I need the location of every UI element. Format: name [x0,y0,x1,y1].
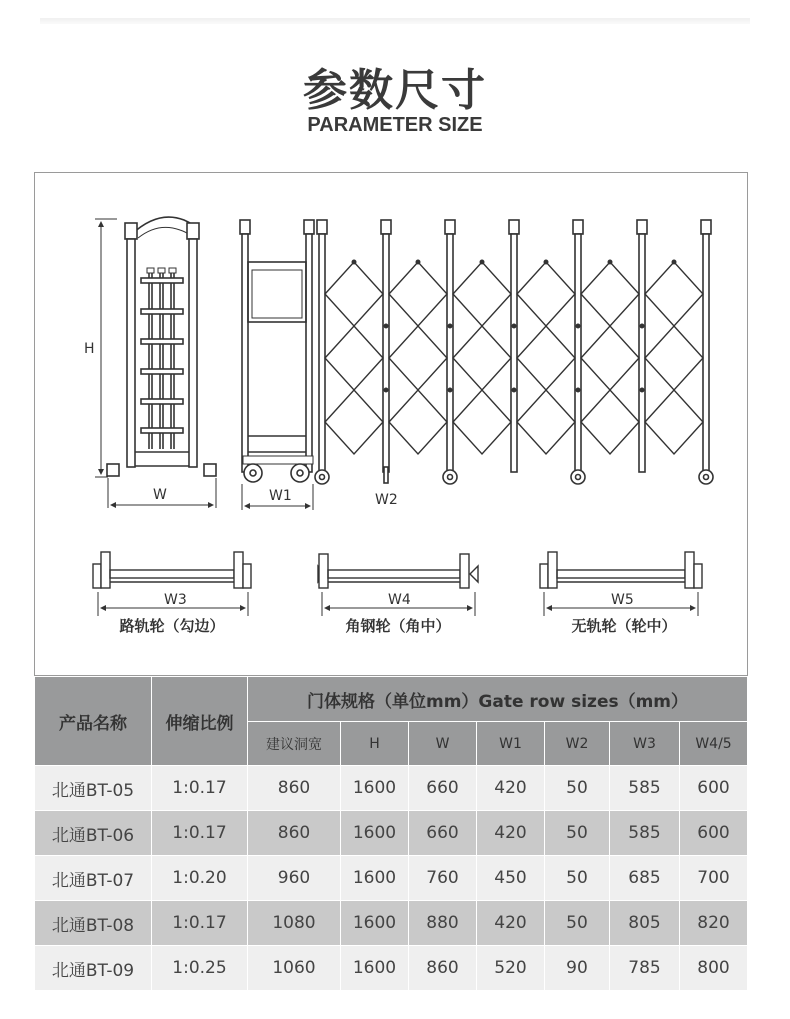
dim-label-w4: W4 [388,592,411,608]
ratio-cell: 1:0.17 [152,766,248,811]
dim-label-w3: W3 [164,592,187,608]
value-cell: 1600 [341,766,409,811]
product-name-cell: 北通BT-09 [35,946,152,991]
value-cell: 805 [610,901,680,946]
product-name-cell: 北通BT-06 [35,811,152,856]
sub-header: W1 [477,722,545,766]
value-cell: 520 [477,946,545,991]
dim-label-w: W [153,487,167,503]
dim-label-h: H [84,341,95,357]
ratio-cell: 1:0.25 [152,946,248,991]
dim-label-w2: W2 [375,492,398,508]
table-row [35,766,748,811]
product-name-cell: 北通BT-05 [35,766,152,811]
value-cell: 600 [680,811,748,856]
value-cell: 860 [248,766,341,811]
value-cell: 585 [610,766,680,811]
value-cell: 960 [248,856,341,901]
dim-label-w1: W1 [269,488,292,504]
wheel-caption-trackless: 无轨轮（轮中） [571,617,677,635]
value-cell: 90 [545,946,610,991]
table-row [35,946,748,991]
scissor-lattice-drawing [315,220,713,484]
wheel-caption-rail: 路轨轮（勾边） [119,617,225,635]
value-cell: 50 [545,811,610,856]
control-post-drawing [240,220,314,510]
value-cell: 420 [477,901,545,946]
sub-header: W [409,722,477,766]
value-cell: 1600 [341,901,409,946]
value-cell: 700 [680,856,748,901]
col-header-ratio: 伸缩比例 [152,677,248,766]
value-cell: 785 [610,946,680,991]
gate-diagram [34,172,748,676]
value-cell: 420 [477,811,545,856]
ratio-cell: 1:0.17 [152,901,248,946]
sub-header: W2 [545,722,610,766]
value-cell: 1600 [341,946,409,991]
ratio-cell: 1:0.20 [152,856,248,901]
value-cell: 50 [545,856,610,901]
value-cell: 50 [545,766,610,811]
value-cell: 660 [409,766,477,811]
head-post-drawing [95,217,216,508]
value-cell: 1600 [341,811,409,856]
page-subtitle: PARAMETER SIZE [307,114,483,136]
col-header-product: 产品名称 [35,677,152,766]
value-cell: 800 [680,946,748,991]
sub-header: H [341,722,409,766]
product-name-cell: 北通BT-08 [35,901,152,946]
value-cell: 50 [545,901,610,946]
value-cell: 880 [409,901,477,946]
table-row [35,901,748,946]
col-header-gate-sizes: 门体规格（单位mm）Gate row sizes（mm） [248,677,748,722]
sub-header: W4/5 [680,722,748,766]
value-cell: 1080 [248,901,341,946]
ratio-cell: 1:0.17 [152,811,248,856]
value-cell: 820 [680,901,748,946]
value-cell: 600 [680,766,748,811]
value-cell: 450 [477,856,545,901]
top-divider [40,18,750,24]
spec-table [34,676,748,991]
dim-label-w5: W5 [611,592,634,608]
sub-header: 建议洞宽 [248,722,341,766]
page-title: 参数尺寸 [303,65,487,116]
product-name-cell: 北通BT-07 [35,856,152,901]
value-cell: 1600 [341,856,409,901]
value-cell: 660 [409,811,477,856]
value-cell: 860 [409,946,477,991]
value-cell: 420 [477,766,545,811]
table-row [35,856,748,901]
value-cell: 760 [409,856,477,901]
wheel-caption-angle: 角钢轮（角中） [345,617,451,635]
table-row [35,811,748,856]
value-cell: 685 [610,856,680,901]
value-cell: 585 [610,811,680,856]
value-cell: 860 [248,811,341,856]
sub-header: W3 [610,722,680,766]
value-cell: 1060 [248,946,341,991]
